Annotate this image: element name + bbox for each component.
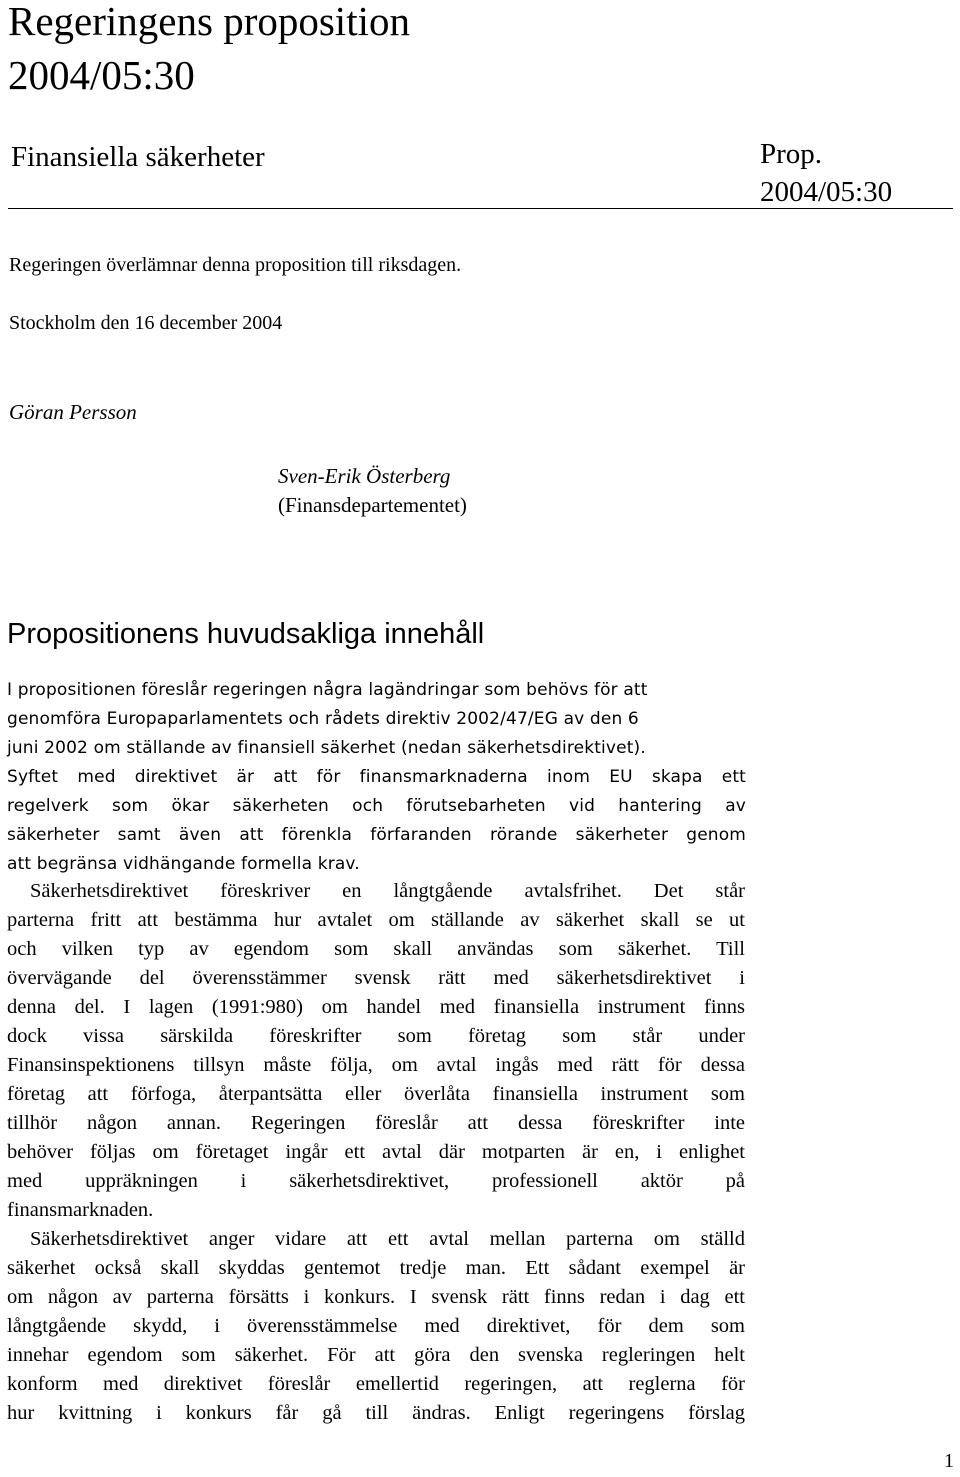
text-line: företag att förfoga, återpantsätta eller överlåta finansiella instrument som	[7, 1083, 745, 1105]
section-heading: Propositionens huvudsakliga innehåll	[7, 618, 485, 650]
proposition-reference: Prop. 2004/05:30	[760, 138, 893, 208]
text-line: med uppräkningen i säkerhetsdirektivet, professionell aktör på	[7, 1170, 745, 1192]
text-line: finansmarknaden.	[7, 1199, 154, 1221]
text-line: parterna fritt att bestämma hur avtalet om ställande av säkerhet skall se ut	[7, 909, 745, 931]
text-line: Säkerhetsdirektivet föreskriver en långtgående avtalsfrihet. Det står	[30, 880, 745, 902]
text-line: denna del. I lagen (1991:980) om handel med finansiella instrument finns	[7, 996, 745, 1018]
text-line: om någon av parterna försätts i konkurs. I svensk rätt finns redan i dag ett	[7, 1286, 745, 1308]
signatory-prime-minister: Göran Persson	[9, 400, 137, 424]
signatory-minister: Sven-Erik Österberg	[278, 464, 451, 488]
text-line: innehar egendom som säkerhet. För att göra den svenska regleringen helt	[7, 1344, 745, 1366]
text-line: I propositionen föreslår regeringen några lagändringar som behövs för att	[7, 680, 648, 700]
document-title: Regeringens proposition 2004/05:30	[8, 0, 410, 98]
department-name: (Finansdepartementet)	[278, 493, 467, 517]
text-line: övervägande del överensstämmer svensk rätt med säkerhetsdirektivet i	[7, 967, 745, 989]
page-number: 1	[944, 1450, 954, 1472]
text-line: tillhör någon annan. Regeringen föreslår att dessa föreskrifter inte	[7, 1112, 745, 1134]
text-line: Säkerhetsdirektivet anger vidare att ett avtal mellan parterna om ställd	[30, 1228, 745, 1250]
text-line: regelverk som ökar säkerheten och förutsebarheten vid hantering av	[7, 796, 746, 816]
text-line: och vilken typ av egendom som skall användas som säkerhet. Till	[7, 938, 745, 960]
handover-statement: Regeringen överlämnar denna proposition till riksdagen.	[9, 254, 462, 276]
text-line: juni 2002 om ställande av finansiell säkerhet (nedan säkerhetsdirektivet).	[7, 738, 646, 758]
text-line: Syftet med direktivet är att för finansmarknaderna inom EU skapa ett	[7, 767, 746, 787]
document-subtitle: Finansiella säkerheter	[11, 141, 265, 173]
text-line: hur kvittning i konkurs får gå till ändras. Enligt regeringens förslag	[7, 1402, 745, 1424]
text-line: Finansinspektionens tillsyn måste följa, om avtal ingås med rätt för dessa	[7, 1054, 745, 1076]
place-and-date: Stockholm den 16 december 2004	[9, 312, 283, 334]
text-line: att begränsa vidhängande formella krav.	[7, 854, 360, 874]
text-line: dock vissa särskilda föreskrifter som företag som står under	[7, 1025, 745, 1047]
header-divider	[8, 208, 953, 209]
text-line: genomföra Europaparlamentets och rådets direktiv 2002/47/EG av den 6	[7, 709, 639, 729]
text-line: konform med direktivet föreslår emellertid regeringen, att reglerna för	[7, 1373, 745, 1395]
text-line: behöver följas om företaget ingår ett avtal där motparten är en, i enlighet	[7, 1141, 745, 1163]
text-line: långtgående skydd, i överensstämmelse med direktivet, för dem som	[7, 1315, 745, 1337]
text-line: säkerheter samt även att förenkla förfaranden rörande säkerheter genom	[7, 825, 746, 845]
text-line: säkerhet också skall skyddas gentemot tredje man. Ett sådant exempel är	[7, 1257, 745, 1279]
